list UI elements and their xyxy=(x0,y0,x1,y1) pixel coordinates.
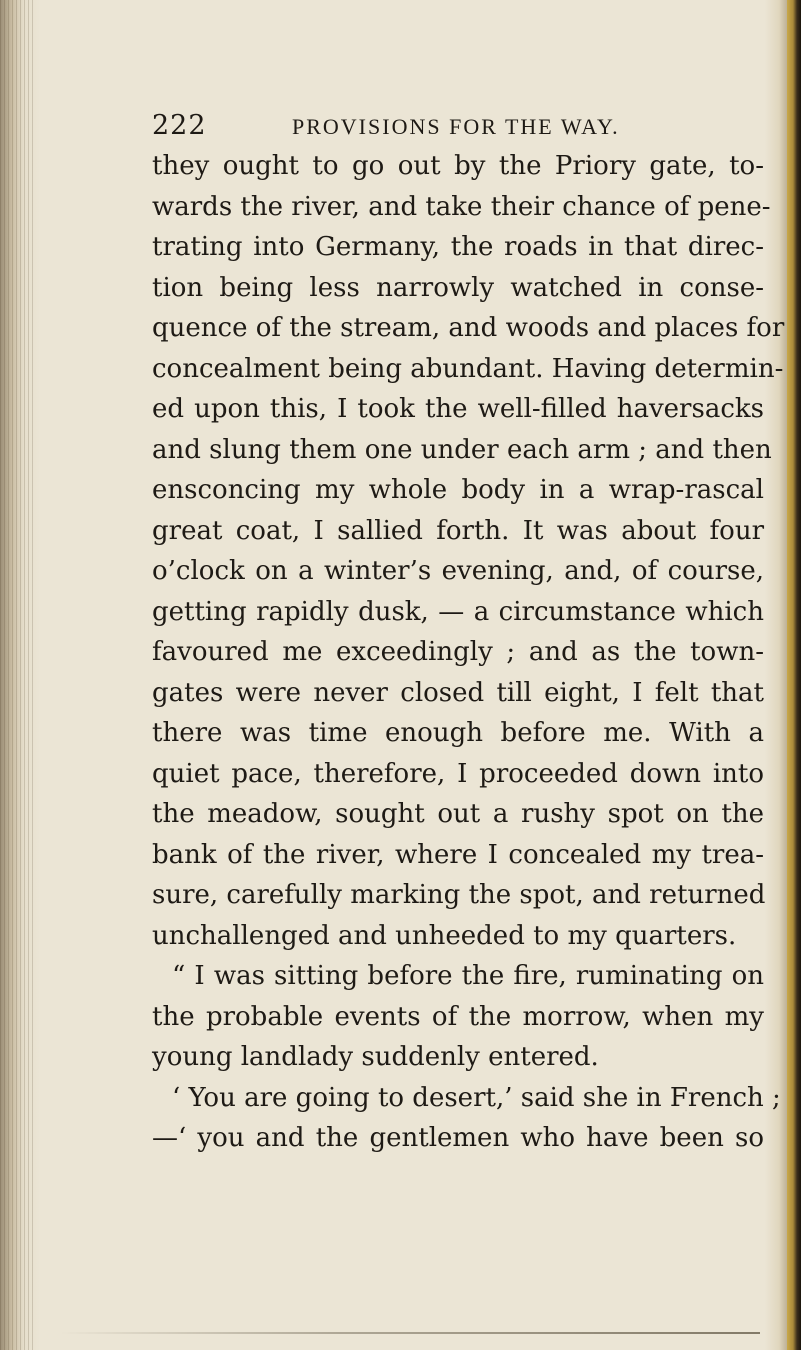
text-line: —‘ you and the gentlemen who have been so xyxy=(152,1123,764,1153)
text-line: bank of the river, where I concealed my trea- xyxy=(152,839,764,870)
paragraph-start-line: ‘ You are going to desert,’ said she in French ; xyxy=(172,1082,781,1113)
text-line: there was time enough before me. With a xyxy=(152,718,764,748)
text-line: sure, carefully marking the spot, and returned xyxy=(152,880,766,910)
text-line: they ought to go out by the Priory gate, to- xyxy=(152,151,764,181)
text-line: concealment being abundant. Having determin- xyxy=(152,353,784,384)
running-title: PROVISIONS FOR THE WAY. xyxy=(292,114,620,139)
paragraph-start-line: “ I was sitting before the fire, ruminating on xyxy=(172,961,764,991)
text-line: gates were never closed till eight, I felt that xyxy=(152,677,764,708)
paragraph-end-line: unchallenged and unheeded to my quarters. xyxy=(152,920,737,951)
text-line: getting rapidly dusk, — a circumstance which xyxy=(152,596,764,627)
running-head xyxy=(152,110,712,146)
page-bottom-shadow xyxy=(60,1332,760,1334)
text-line: quiet pace, therefore, I proceeded down into xyxy=(152,758,764,789)
page-edge xyxy=(787,0,801,1350)
text-line: o’clock on a winter’s evening, and, of course, xyxy=(152,556,764,586)
text-line: the probable events of the morrow, when my xyxy=(152,1001,764,1032)
text-line: great coat, I sallied forth. It was about four xyxy=(152,515,764,546)
text-line: favoured me exceedingly ; and as the town- xyxy=(152,637,764,667)
page-number: 222 xyxy=(152,110,207,141)
binding-gutter xyxy=(0,0,34,1350)
paragraph-end-line: young landlady suddenly entered. xyxy=(152,1042,599,1072)
text-line: wards the river, and take their chance of pene- xyxy=(152,191,771,222)
text-line: the meadow, sought out a rushy spot on the xyxy=(152,799,764,829)
text-line: tion being less narrowly watched in conse- xyxy=(152,272,764,303)
text-line: ensconcing my whole body in a wrap-rascal xyxy=(152,475,764,505)
text-line: trating into Germany, the roads in that direc- xyxy=(152,232,764,262)
text-line: and slung them one under each arm ; and then xyxy=(152,434,772,465)
text-line: ed upon this, I took the well-filled haversacks xyxy=(152,394,764,424)
text-line: quence of the stream, and woods and places for xyxy=(152,313,785,343)
body-text xyxy=(152,146,785,1159)
